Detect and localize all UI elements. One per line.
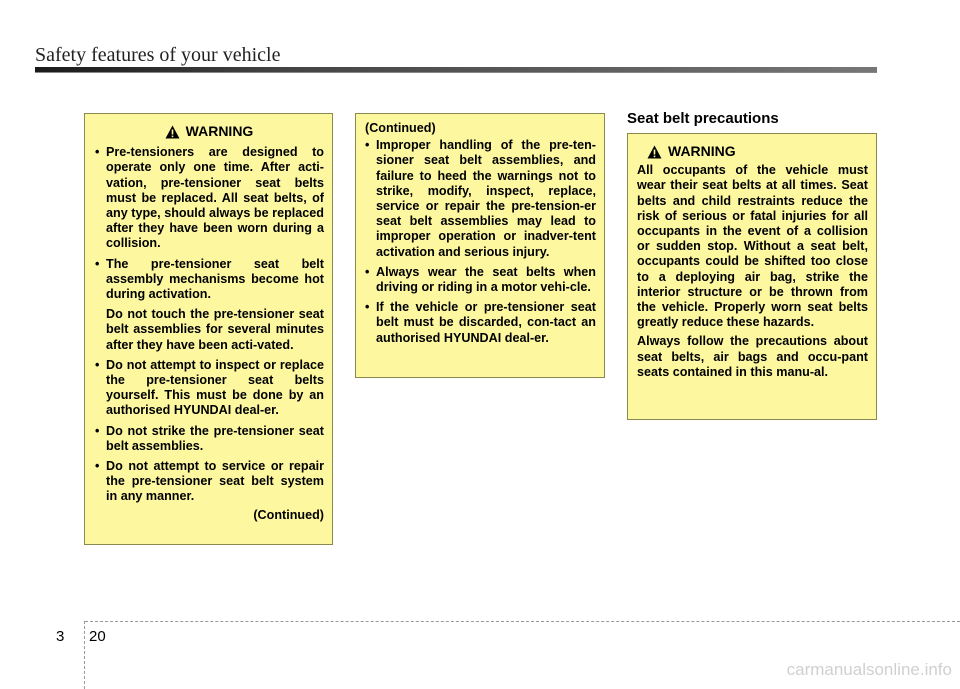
warning-title [637, 144, 868, 159]
warning-triangle-icon [165, 125, 180, 139]
header-rule-thin [35, 72, 877, 73]
list-item-text: The pre-tensioner seat belt assembly mechanisms become hot during activation. [106, 256, 324, 302]
warning-paragraph: Always follow the precautions about seat belts, air bags and occu-pant seats contained in this manu-al. [637, 334, 868, 379]
section-heading: Seat belt precautions [627, 110, 779, 127]
list-item: • If the vehicle or pre-tensioner seat belt must be discarded, con-tact an authorised HYUNDAI deal-er. [364, 300, 596, 346]
warning-list-continued [94, 358, 324, 505]
list-item: • Pre-tensioners are designed to operate only one time. After acti-vation, pre-tensioner seat belts must be replaced. All seat belts, of any type, should always be replaced after they have been worn during a collision. [94, 145, 324, 251]
warning-triangle-icon [647, 145, 662, 159]
continued-label: (Continued) [365, 121, 436, 135]
warning-box-continued [355, 113, 605, 378]
list-item: • Always wear the seat belts when driving or riding in a motor vehi-cle. [364, 265, 596, 295]
list-item: • Do not attempt to inspect or replace the pre-tensioner seat belts yourself. This must be done by an authorised HYUNDAI deal-er. [94, 358, 324, 419]
warning-title-text: WARNING [668, 143, 736, 159]
list-item: • Improper handling of the pre-ten-sioner seat belt assemblies, and failure to heed the warnings not to strike, modify, inspect, replace, service or repair the pre-tension-er seat belt assemblies may lead to improper operation or inadver-tent activation and serious injury. [364, 138, 596, 260]
list-item: • Do not attempt to service or repair the pre-tensioner seat belt system in any manner. [94, 459, 324, 505]
warning-list [364, 138, 596, 346]
page-chapter-number: 3 [56, 628, 65, 645]
footer-rule [85, 621, 960, 622]
watermark: carmanualsonline.info [786, 660, 952, 679]
page-header-title: Safety features of your vehicle [35, 44, 281, 66]
page-number: 20 [89, 628, 106, 645]
warning-list [94, 145, 324, 302]
warning-paragraph: All occupants of the vehicle must wear their seat belts at all times. Seat belts and child restraints reduce the risk of serious or fatal injuries for all occupants in the event of a collision or sudden stop. Without a seat belt, occupants could be shifted too close to a deploying air bag, strike the interior structure or be thrown from the vehicle. Properly worn seat belts greatly reduce these hazards. [637, 163, 868, 330]
warning-box-pretensioner [84, 113, 333, 545]
warning-title-text: WARNING [185, 123, 254, 139]
list-item [94, 257, 324, 303]
warning-title [94, 124, 324, 139]
continued-label: (Continued) [253, 507, 324, 522]
list-item-subparagraph: Do not touch the pre-tensioner seat belt assemblies for several minutes after they have been acti-vated. [106, 307, 324, 352]
footer-divider [84, 621, 85, 689]
list-item: • Do not strike the pre-tensioner seat belt assemblies. [94, 424, 324, 454]
warning-box-seat-belt-precautions [627, 133, 877, 420]
